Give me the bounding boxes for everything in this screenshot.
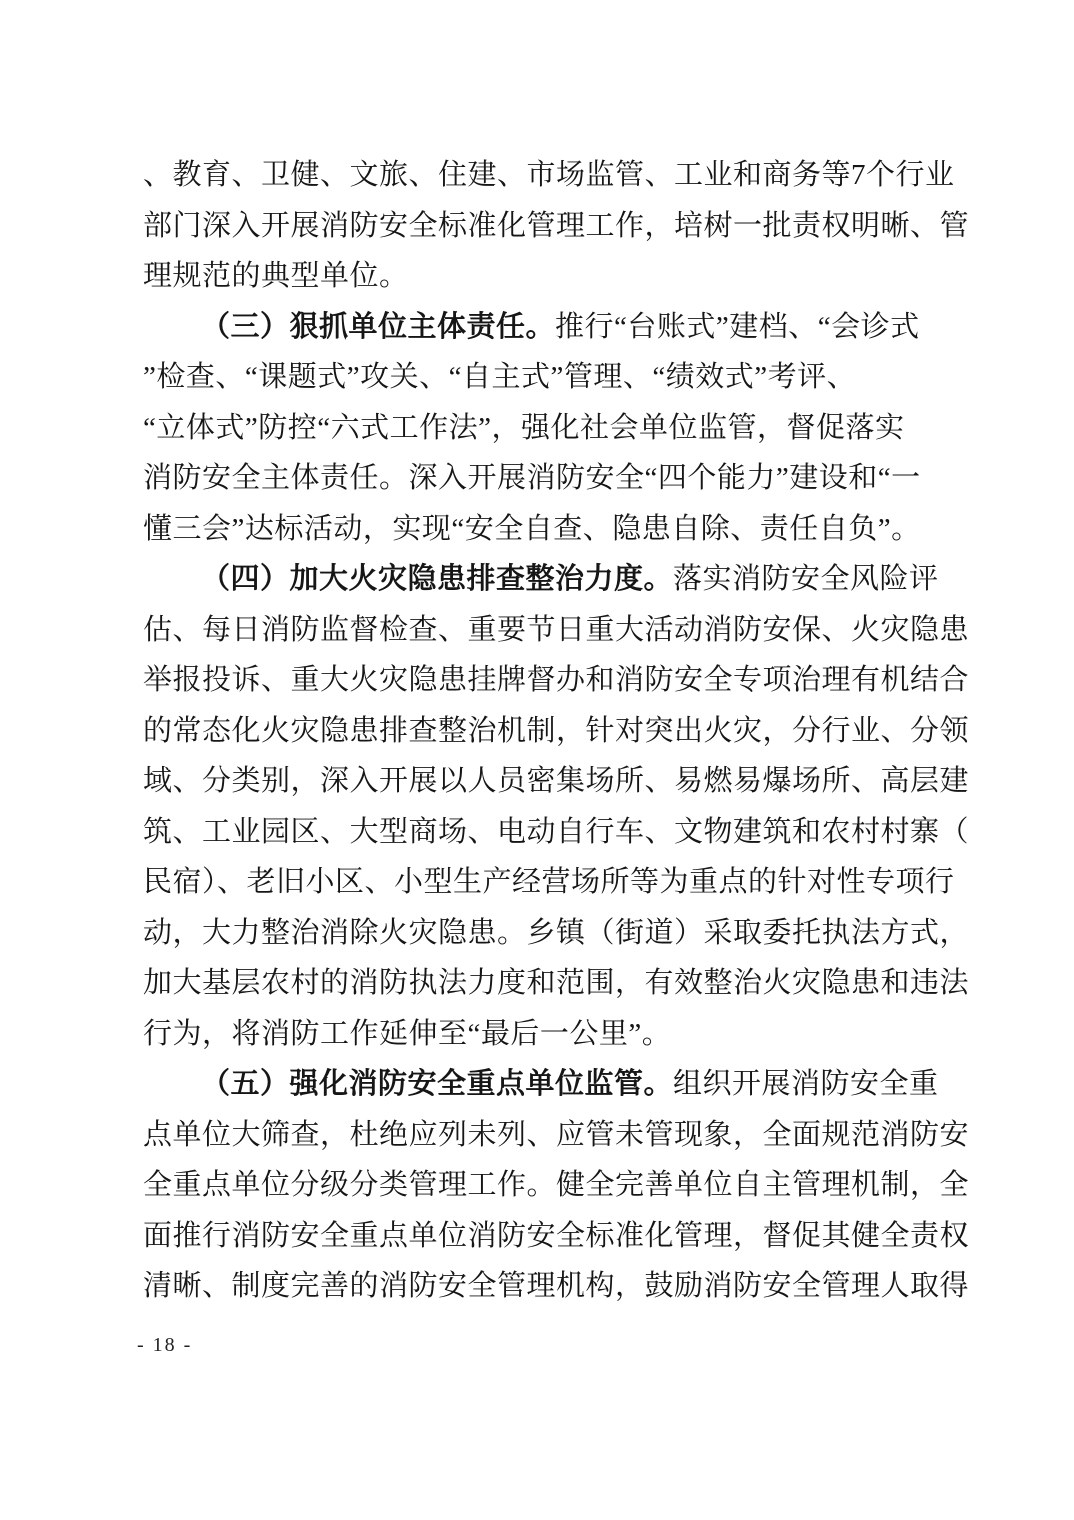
text-line: 全重点单位分级分类管理工作。健全完善单位自主管理机制，全 — [143, 1169, 970, 1201]
text-line: 部门深入开展消防安全标准化管理工作，培树一批责权明晰、管 — [143, 209, 970, 242]
text-line: ”检查、“课题式”攻关、“自主式”管理、“绩效式”考评、 — [143, 361, 857, 393]
paragraph-section-3 — [143, 302, 933, 555]
text-line: 估、每日消防监督检查、重要节日重大活动消防安保、火灾隐患 — [143, 613, 970, 646]
page-number: - 18 - — [137, 1334, 193, 1356]
text-line: 民宿）、老旧小区、小型生产经营场所等为重点的针对性专项行 — [143, 866, 955, 898]
text-line: 筑、工业园区、大型商场、电动自行车、文物建筑和农村村寨（ — [143, 815, 970, 848]
text-run: 组织开展消防安全重 — [673, 1068, 939, 1100]
text-line: 加大基层农村的消防执法力度和范围，有效整治火灾隐患和违法 — [143, 967, 970, 999]
text-line: 面推行消防安全重点单位消防安全标准化管理，督促其健全责权 — [143, 1219, 970, 1252]
paragraph-continuation — [143, 150, 970, 302]
text-line: 举报投诉、重大火灾隐患挂牌督办和消防安全专项治理有机结合 — [143, 664, 970, 696]
section-4-heading: （四）加大火灾隐患排查整治力度。 — [201, 563, 674, 595]
document-body — [143, 150, 970, 1312]
text-line: 行为，将消防工作延伸至“最后一公里”。 — [143, 1017, 672, 1050]
text-run: 推行“台账式”建档、“会诊式 — [555, 310, 920, 343]
text-line: 域、分类别，深入开展以人员密集场所、易燃易爆场所、高层建 — [143, 765, 970, 797]
text-line: 动，大力整治消除火灾隐患。乡镇（街道）采取委托执法方式， — [143, 916, 970, 949]
text-line — [143, 1059, 939, 1110]
text-line: 清晰、制度完善的消防安全管理机构，鼓励消防安全管理人取得 — [143, 1270, 970, 1302]
text-line: “立体式”防控“六式工作法”，强化社会单位监管，督促落实 — [143, 411, 905, 444]
text-line: 懂三会”达标活动，实现“安全自查、隐患自除、责任自负”。 — [143, 512, 921, 545]
text-line: 的常态化火灾隐患排查整治机制，针对突出火灾，分行业、分领 — [143, 714, 970, 747]
text-line: 、教育、卫健、文旅、住建、市场监管、工业和商务等7个行业 — [143, 159, 955, 191]
paragraph-section-5 — [143, 1059, 970, 1312]
text-line: 点单位大筛查，杜绝应列未列、应管未管现象，全面规范消防安 — [143, 1118, 970, 1151]
section-3-heading: （三）狠抓单位主体责任。 — [201, 310, 556, 343]
section-5-heading: （五）强化消防安全重点单位监管。 — [201, 1068, 674, 1100]
text-line — [143, 554, 939, 605]
paragraph-section-4 — [143, 554, 970, 1059]
text-line: 理规范的典型单位。 — [143, 260, 409, 292]
text-run: 落实消防安全风险评 — [673, 563, 939, 595]
text-line: 消防安全主体责任。深入开展消防安全“四个能力”建设和“一 — [143, 462, 921, 494]
text-line — [143, 302, 933, 353]
